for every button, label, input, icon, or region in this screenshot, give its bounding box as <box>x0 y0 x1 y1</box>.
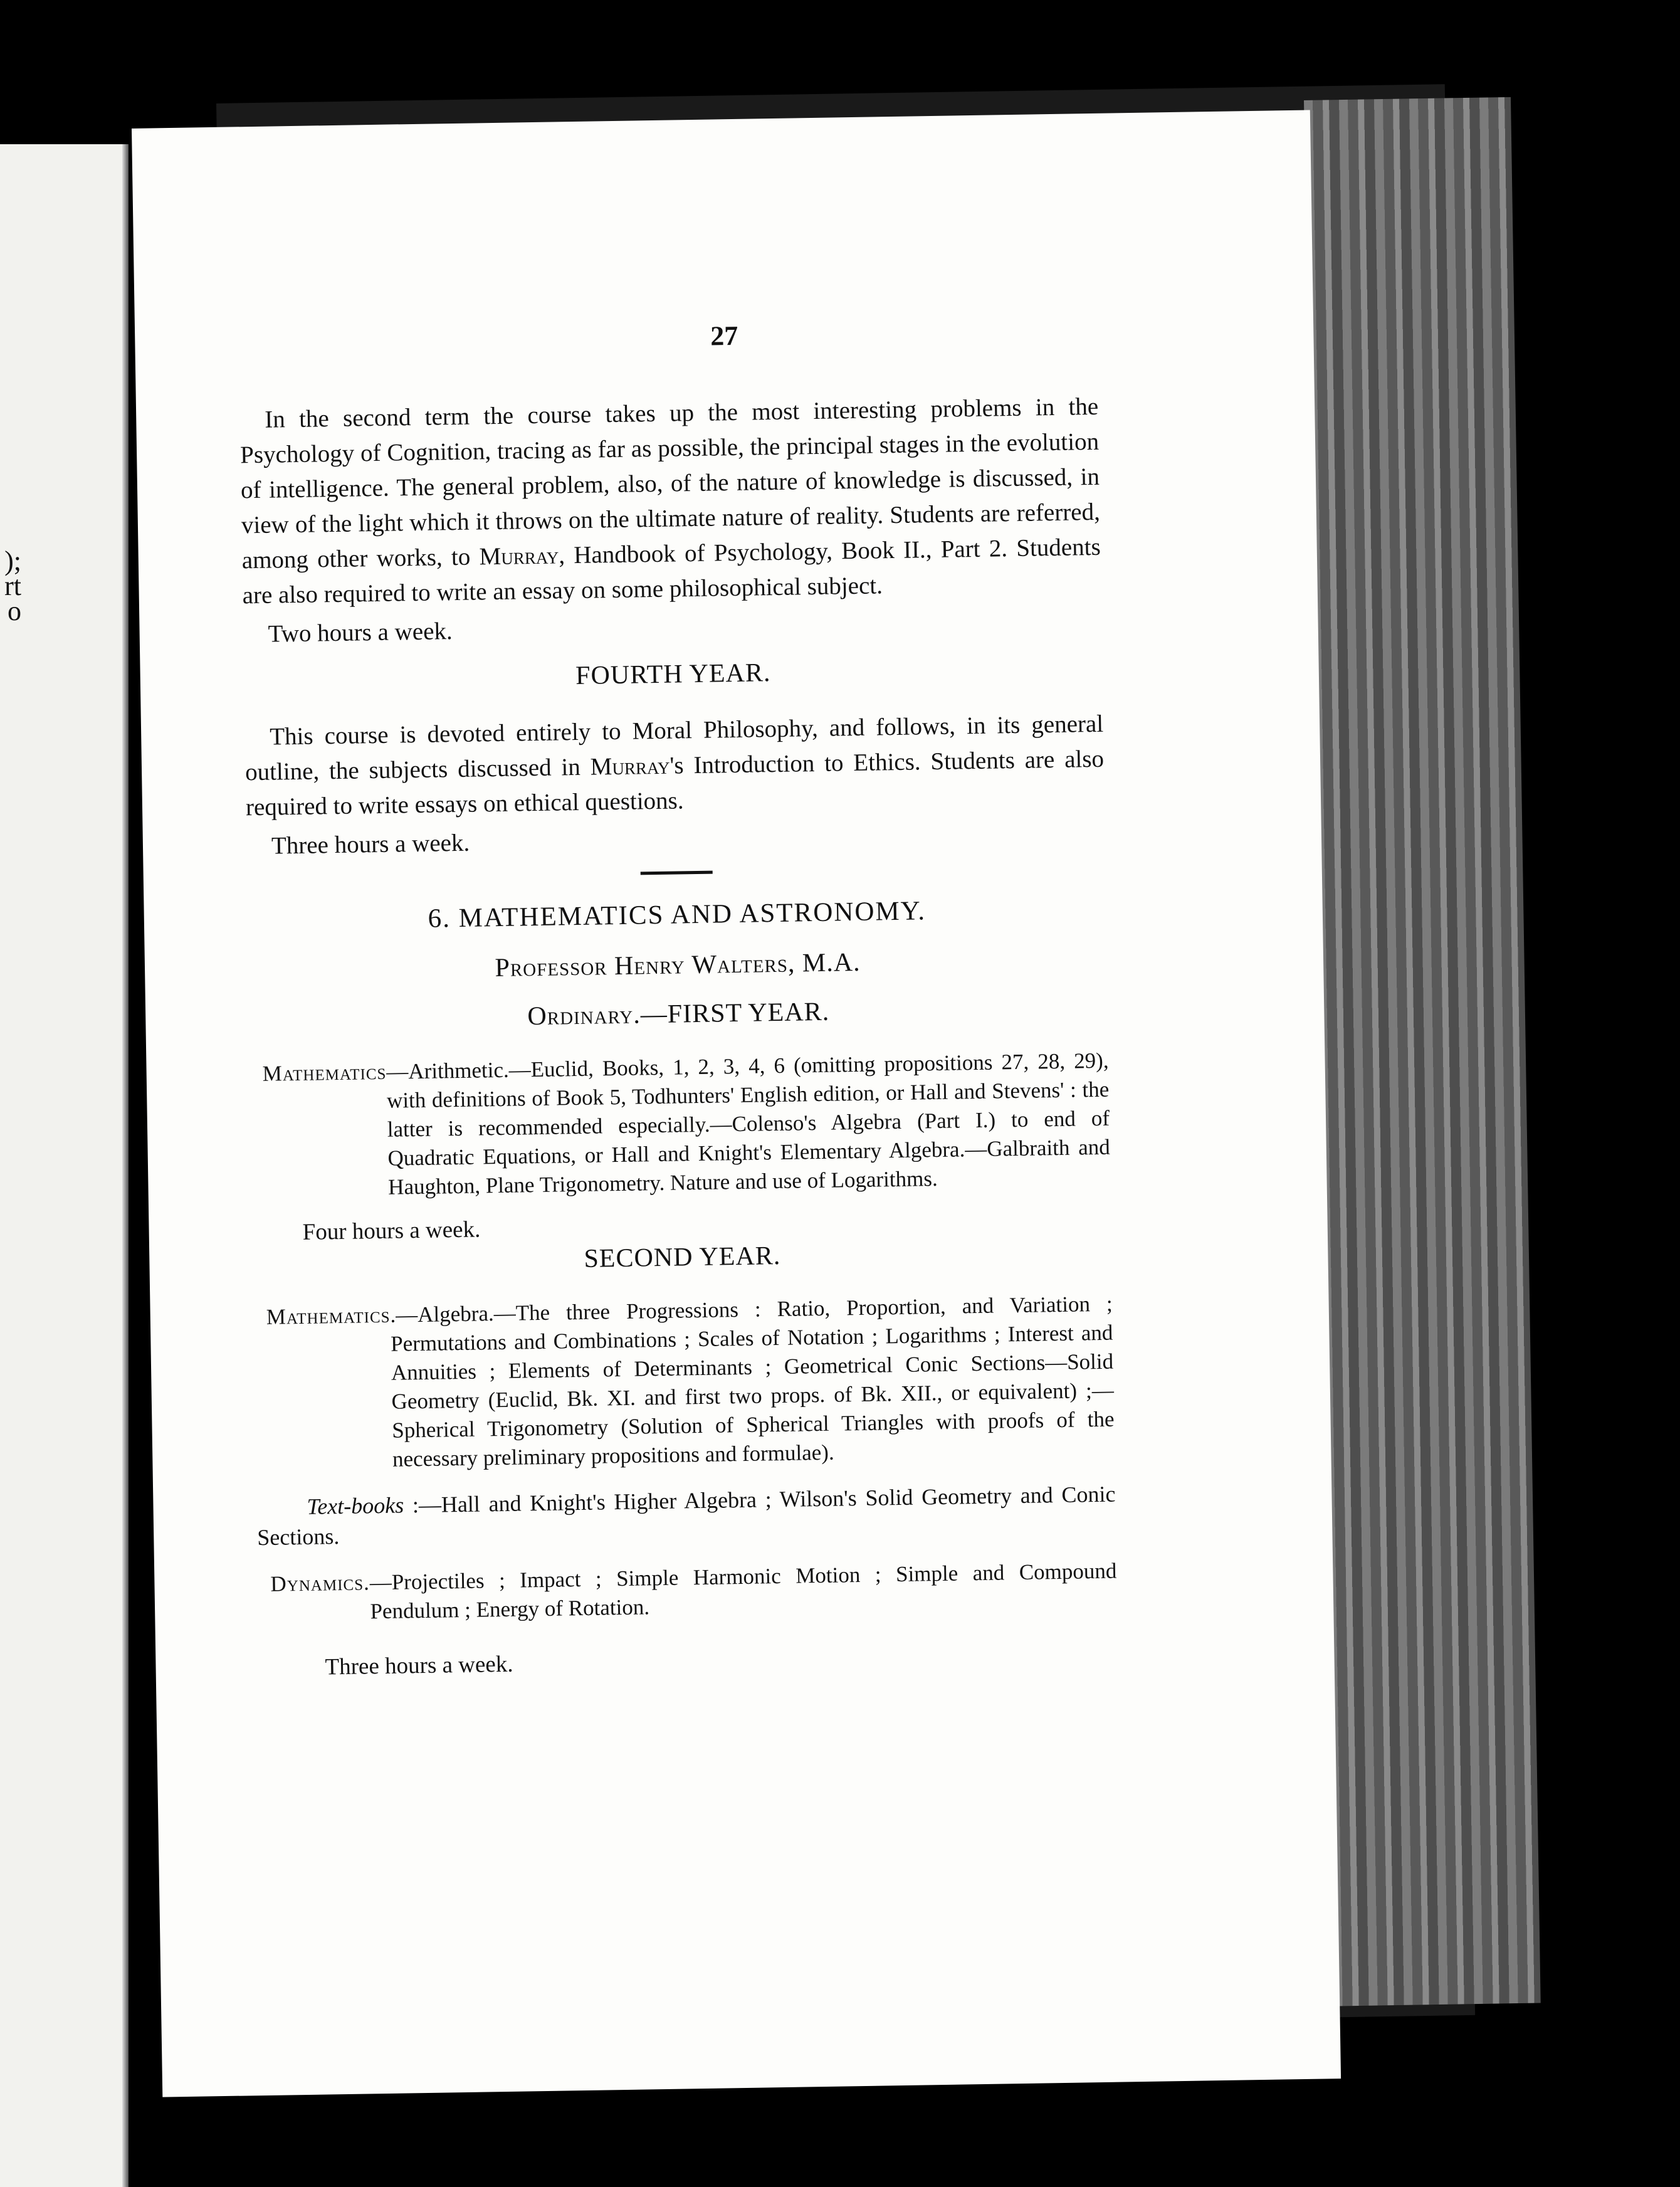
fourth-year-heading: FOURTH YEAR. <box>575 658 771 690</box>
dynamics-entry <box>258 1557 1117 1628</box>
professor-name: Professor Henry Walters, M.A. <box>495 947 861 983</box>
fourth-year-paragraph <box>244 707 1105 825</box>
facing-fragment: ); <box>4 545 21 576</box>
first-year-title: —FIRST YEAR. <box>640 997 830 1030</box>
fourth-year-hours: Three hours a week. <box>271 829 470 860</box>
second-year-entry <box>253 1290 1115 1476</box>
section-divider <box>640 871 712 875</box>
fourth-year-text: This course is devoted entirely to Moral Philosophy, and follows, in its general outline, the subjects discussed in <box>244 710 1104 786</box>
author-name: Murray <box>590 752 670 781</box>
cardboard-backing <box>1304 97 1541 2006</box>
textbooks-text: :—Hall and Knight's Higher Algebra ; Wilson's Solid Geometry and Conic Sections. <box>257 1481 1116 1551</box>
ordinary-label: Ordinary. <box>527 1000 641 1031</box>
second-year-heading: SECOND YEAR. <box>584 1241 781 1273</box>
intro-text: In the second term the course takes up the most interesting problems in the Psychology of Cognition, tracing as far as possible, the principal stages in the evolution of intelligence. The general problem, also, of the nature of knowledge is discussed, in view of the light which it throws on the ultimate nature of reality. Students are referred, among other works, to <box>239 393 1101 574</box>
subject-description: —Projectiles ; Impact ; Simple Harmonic Motion ; Simple and Compound Pendulum ; Energy of Rotation. <box>369 1558 1117 1624</box>
textbooks-line <box>256 1479 1116 1553</box>
subject-label: Mathematics <box>262 1059 387 1086</box>
textbooks-label: Text-books <box>307 1492 404 1519</box>
subject-description: —Arithmetic.—Euclid, Books, 1, 2, 3, 4, 6 (omitting propositions 27, 28, 29), with definitions of Book 5, Todhunters' English edition, or Hall and Stevens' : the latter is recommended especially.—Colenso's Algebra (Part I.) to end of Quadratic Equations, or Hall and Knight's Elementary Algebra.—Galbraith and Haughton, Plane Trigonometry. Nature and use of Logarithms. <box>386 1048 1111 1199</box>
intro-tail: , Handbook of Psychology, Book II., Part 2. Students are also required to write an essay on some philosophical subject. <box>242 533 1101 609</box>
facing-fragment: o <box>8 596 21 626</box>
section-title: 6. MATHEMATICS AND ASTRONOMY. <box>428 896 927 934</box>
closing-hours: Three hours a week. <box>325 1651 513 1680</box>
intro-hours: Two hours a week. <box>268 618 453 648</box>
book-page <box>132 110 1341 2097</box>
page-content <box>239 389 1118 1684</box>
subject-label: Mathematics <box>266 1302 391 1329</box>
facing-page <box>0 144 129 2187</box>
fourth-year-tail: 's Introduction to Ethics. Students are also required to write essays on ethical questions. <box>245 745 1105 821</box>
facing-page-fragments <box>0 545 25 626</box>
subject-description: .—Algebra.—The three Progressions : Ratio, Proportion, and Variation ; Permutations and Combinations ; Scales of Notation ; Logarithms ; Interest and Annuities ; Elements of Determinants ; Geometrical Conic Sections—Solid Geometry (Euclid, Bk. XI. and first two props. of Bk. XII., or equivalent) ;—Spherical Trigonometry (Solution of Spherical Triangles with proofs of the necessary preliminary propositions and formulae). <box>390 1291 1115 1472</box>
subject-label: Dynamics. <box>270 1570 370 1596</box>
first-year-entry <box>249 1046 1110 1204</box>
first-year-heading <box>249 993 1108 1036</box>
page-number: 27 <box>710 320 738 352</box>
intro-paragraph <box>239 389 1101 613</box>
first-year-hours: Four hours a week. <box>302 1216 481 1245</box>
facing-fragment: rt <box>4 571 21 601</box>
book-gutter <box>122 144 129 2187</box>
author-name: Murray <box>479 542 559 571</box>
